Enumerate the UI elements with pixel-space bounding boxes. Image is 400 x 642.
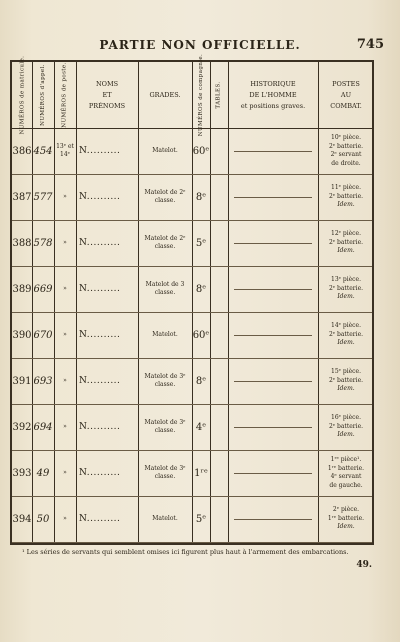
table-row <box>12 312 372 359</box>
postes-cell <box>318 220 374 266</box>
postes-line: Idem. <box>337 385 355 393</box>
grade-cell: Matelot de 2ᵉ classe. <box>144 189 186 204</box>
postes-line: 2ᵉ batterie. <box>328 376 364 384</box>
matricule-cell: 386 <box>12 145 32 157</box>
rule-line <box>234 289 312 290</box>
compagnie-cell: 5ᵉ <box>195 237 207 249</box>
historique-cell <box>228 266 318 312</box>
postes-cell <box>318 450 374 496</box>
name-cell: N.......... <box>79 514 121 524</box>
compagnie-cell: 8ᵉ <box>195 283 207 295</box>
postes-line: 2ᵉ batterie. <box>328 142 364 150</box>
postes-line: Idem. <box>337 247 355 255</box>
poste-cell: » <box>63 193 67 200</box>
table-row <box>12 358 372 405</box>
appel-cell: 693 <box>33 375 53 387</box>
compagnie-cell: 8ᵉ <box>195 191 207 203</box>
poste-cell: 13ᵉ et 14ᵉ <box>56 143 74 158</box>
table-row <box>12 174 372 221</box>
table-header <box>12 53 372 137</box>
postes-line: 1ʳᵉ batterie. <box>327 464 365 472</box>
page-number: 745 <box>356 37 384 52</box>
name-cell: N.......... <box>79 192 121 202</box>
header-appel: NUMÉROS d'appel. <box>40 64 46 126</box>
table-row <box>12 266 372 313</box>
postes-cell <box>318 312 374 358</box>
postes-line: 2ᵉ batterie. <box>328 284 364 292</box>
table-row <box>12 220 372 267</box>
name-cell: N.......... <box>79 146 121 156</box>
rule-line <box>234 243 312 244</box>
rule-line <box>234 519 312 520</box>
header-historique: HISTORIQUE DE L'HOMME et positions graves. <box>240 79 306 110</box>
historique-cell <box>228 450 318 496</box>
name-cell: N.......... <box>79 468 121 478</box>
header-poste: NUMÉROS de poste. <box>62 62 69 128</box>
compagnie-cell: 5ᵉ <box>195 513 207 525</box>
poste-cell: » <box>63 331 67 338</box>
rule-line <box>234 473 312 474</box>
header-noms: NOMS ET PRÉNOMS <box>88 79 126 110</box>
postes-cell <box>318 358 374 404</box>
table-row <box>12 404 372 451</box>
postes-line: 2ᵉ batterie. <box>328 192 364 200</box>
matricule-cell: 389 <box>12 283 32 295</box>
historique-cell <box>228 220 318 266</box>
compagnie-cell: 4ᵉ <box>195 421 207 433</box>
poste-cell: » <box>63 377 67 384</box>
crew-table <box>10 53 374 545</box>
postes-line: Idem. <box>337 431 355 439</box>
sheet-signature: 49. <box>356 560 372 570</box>
postes-line: 14ᵉ pièce. <box>331 322 361 330</box>
poste-cell: » <box>63 469 67 476</box>
name-cell: N.......... <box>79 422 121 432</box>
header-compagnie: NUMÉROS de compagnie. <box>198 53 205 137</box>
matricule-cell: 393 <box>12 467 32 479</box>
rule-line <box>234 335 312 336</box>
name-cell: N.......... <box>79 330 121 340</box>
postes-line: Idem. <box>337 201 355 209</box>
appel-cell: 670 <box>33 329 53 341</box>
compagnie-cell: 60ᵉ <box>192 145 210 157</box>
matricule-cell: 394 <box>12 513 32 525</box>
postes-line: 2ᵉ pièce. <box>332 506 360 514</box>
postes-line: 11ᵉ pièce. <box>331 184 361 192</box>
name-cell: N.......... <box>79 284 121 294</box>
table-row <box>12 450 372 497</box>
grade-cell: Matelot. <box>152 515 178 522</box>
header-grades: GRADES. <box>149 90 181 99</box>
poste-cell: » <box>63 285 67 292</box>
poste-cell: » <box>63 423 67 430</box>
historique-cell <box>228 404 318 450</box>
matricule-cell: 392 <box>12 421 32 433</box>
grade-cell: Matelot. <box>152 147 178 154</box>
rule-line <box>234 381 312 382</box>
table-row <box>12 128 372 175</box>
postes-line: 13ᵉ pièce. <box>331 276 361 284</box>
compagnie-cell: 8ᵉ <box>195 375 207 387</box>
postes-line: Idem. <box>337 339 355 347</box>
postes-line: 2ᵉ servant <box>330 151 362 158</box>
name-cell: N.......... <box>79 238 121 248</box>
poste-cell: » <box>63 239 67 246</box>
grade-cell: Matelot de 3ᵉ classe. <box>144 465 186 480</box>
appel-cell: 50 <box>36 513 50 525</box>
postes-cell <box>318 128 374 174</box>
historique-cell <box>228 358 318 404</box>
compagnie-cell: 1ʳᵉ <box>194 467 208 479</box>
postes-line: 2ᵉ batterie. <box>328 238 364 246</box>
appel-cell: 578 <box>33 237 53 249</box>
header-matricule: NUMÉROS de matricule. <box>19 55 26 135</box>
appel-cell: 454 <box>33 145 53 157</box>
matricule-cell: 390 <box>12 329 32 341</box>
postes-line: 15ᵉ pièce. <box>331 368 361 376</box>
postes-cell <box>318 266 374 312</box>
appel-cell: 577 <box>33 191 53 203</box>
matricule-cell: 388 <box>12 237 32 249</box>
footnote: ¹ Les séries de servants qui semblent omises ici figurent plus haut à l'armement des embarcations. <box>22 548 349 556</box>
postes-line: 2ᵉ batterie. <box>328 330 364 338</box>
postes-line: Idem. <box>337 523 355 531</box>
header-postes: POSTES AU COMBAT. <box>330 79 362 110</box>
postes-line: 4ᵉ servant <box>330 473 362 480</box>
appel-cell: 694 <box>33 421 53 433</box>
grade-cell: Matelot de 3 classe. <box>145 281 185 296</box>
name-cell: N.......... <box>79 376 121 386</box>
postes-line: Idem. <box>337 293 355 301</box>
postes-cell <box>318 404 374 450</box>
matricule-cell: 387 <box>12 191 32 203</box>
grade-cell: Matelot de 3ᵉ classe. <box>144 373 186 388</box>
postes-line: de gauche. <box>329 481 363 489</box>
table-row <box>12 496 372 543</box>
historique-cell <box>228 496 318 542</box>
historique-cell <box>228 312 318 358</box>
running-title: PARTIE NON OFFICIELLE. <box>99 38 301 52</box>
postes-line: 10ᵉ pièce. <box>331 134 361 141</box>
rule-line <box>234 151 312 152</box>
appel-cell: 669 <box>33 283 53 295</box>
postes-line: 1ʳᵉ pièce¹. <box>330 456 362 463</box>
postes-cell <box>318 174 374 220</box>
rule-line <box>234 197 312 198</box>
appel-cell: 49 <box>36 467 50 479</box>
grade-cell: Matelot. <box>152 331 178 338</box>
historique-cell <box>228 128 318 174</box>
postes-line: 16ᵉ pièce. <box>331 414 361 422</box>
grade-cell: Matelot de 2ᵉ classe. <box>144 235 186 250</box>
postes-cell <box>318 496 374 542</box>
compagnie-cell: 60ᵉ <box>192 329 210 341</box>
historique-cell <box>228 174 318 220</box>
poste-cell: » <box>63 515 67 522</box>
header-tables: TABLES. <box>216 81 223 109</box>
postes-line: 1ʳᵉ batterie. <box>327 514 365 522</box>
postes-line: de droite. <box>331 159 361 167</box>
rule-line <box>234 427 312 428</box>
postes-line: 2ᵉ batterie. <box>328 422 364 430</box>
grade-cell: Matelot de 3ᵉ classe. <box>144 419 186 434</box>
matricule-cell: 391 <box>12 375 32 387</box>
postes-line: 12ᵉ pièce. <box>331 230 361 238</box>
